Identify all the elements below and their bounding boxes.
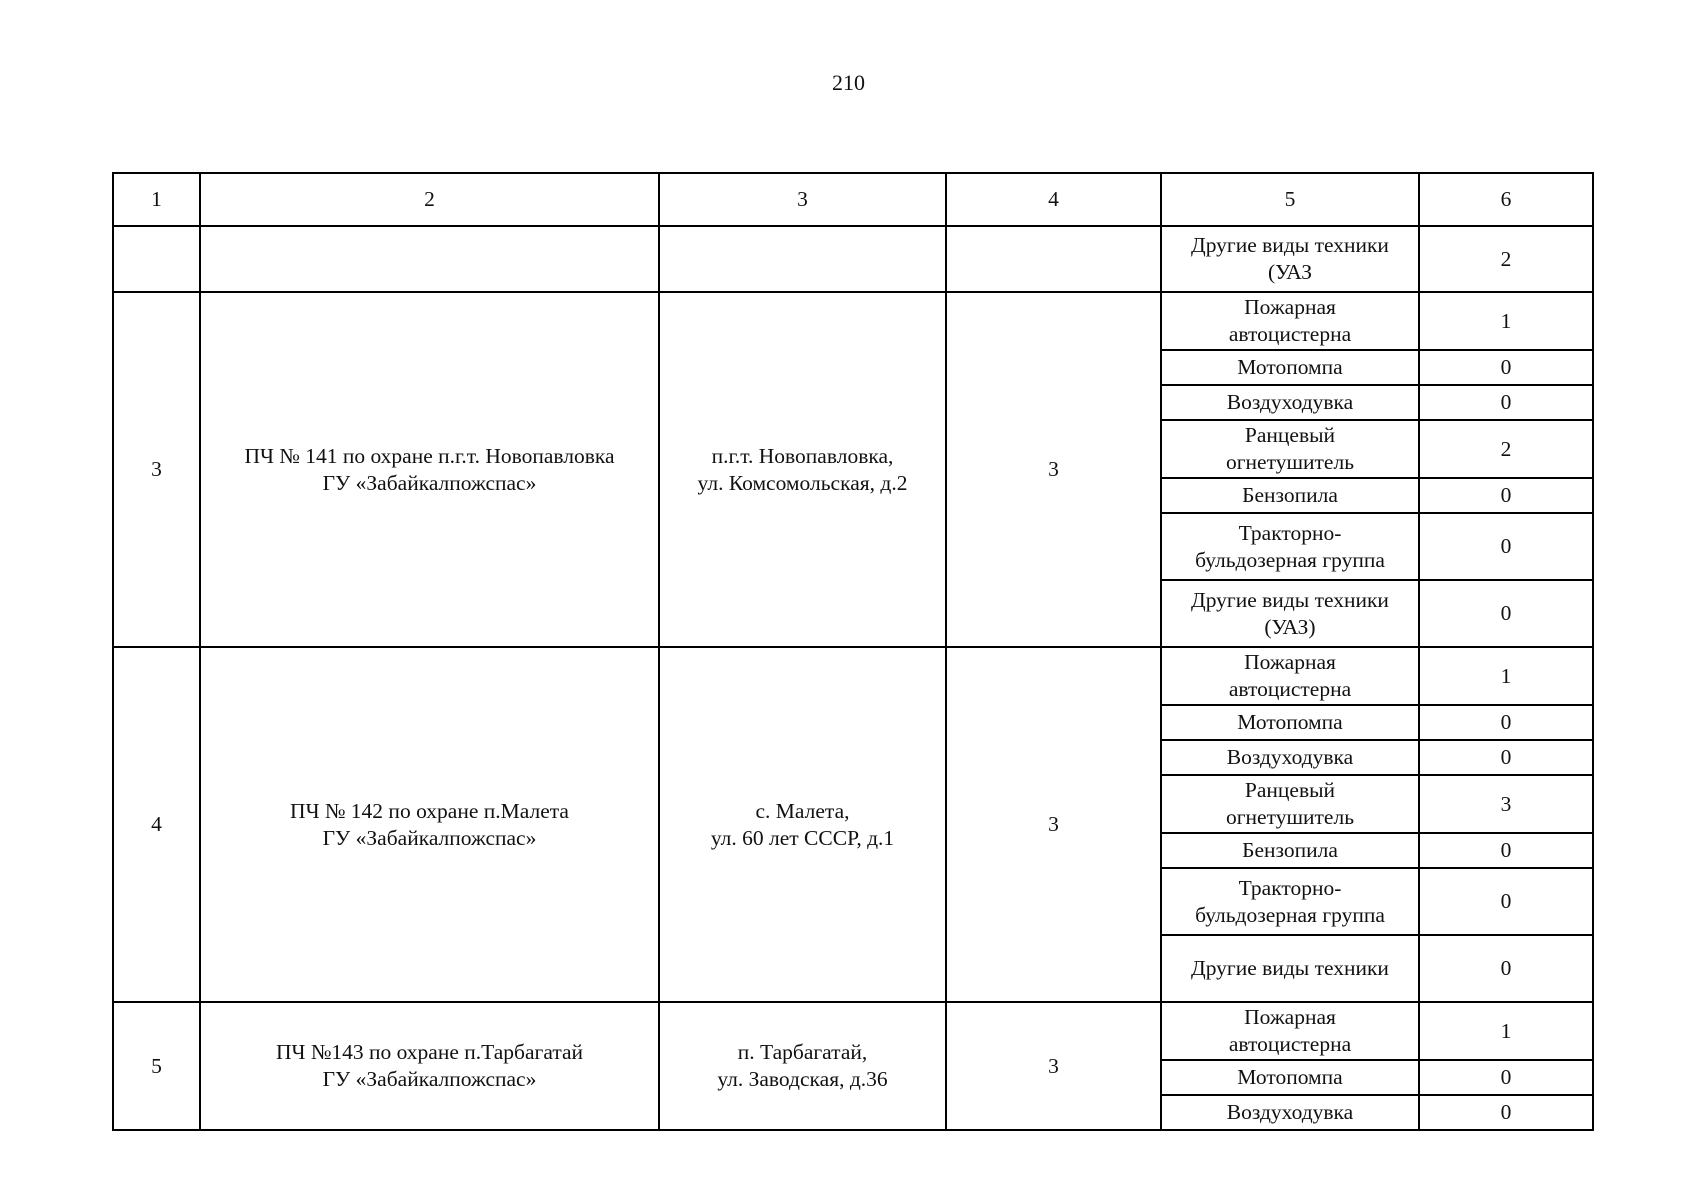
unit-name-cell [200, 647, 659, 1002]
equipment-count-cell: 0 [1419, 1060, 1593, 1095]
equipment-type-cell [1161, 292, 1419, 350]
equipment-count-cell: 0 [1419, 1095, 1593, 1130]
equipment-count-cell: 0 [1419, 513, 1593, 580]
equipment-type-line1: Другие виды техники [1191, 233, 1389, 257]
unit-number-cell: 4 [113, 647, 200, 1002]
unit-col4-cell: 3 [946, 292, 1161, 647]
equipment-type-line1: Пожарная [1244, 650, 1336, 674]
unit-address-cell [659, 647, 946, 1002]
equipment-type-line2: огнетушитель [1225, 450, 1354, 474]
equipment-type-cell [1161, 647, 1419, 705]
equipment-type-cell: Бензопила [1161, 478, 1419, 513]
equipment-type-cell [1161, 580, 1419, 647]
equipment-count-cell: 0 [1419, 868, 1593, 935]
unit-col4-cell: 3 [946, 647, 1161, 1002]
unit-name-cell [200, 292, 659, 647]
equipment-count-cell: 0 [1419, 350, 1593, 385]
unit-address-line1: с. Малета, [755, 798, 850, 823]
equipment-type-line1: Тракторно- [1238, 520, 1342, 545]
unit-col4-cell: 3 [946, 1002, 1161, 1130]
equipment-type-cell [1161, 1002, 1419, 1060]
column-number: 3 [659, 173, 946, 226]
equipment-type-line1: Пожарная [1244, 295, 1336, 319]
equipment-count-cell: 0 [1419, 385, 1593, 420]
unit-address-line1: п.г.т. Новопавловка, [711, 443, 894, 468]
table-cell [113, 226, 200, 292]
equipment-count-cell: 2 [1419, 226, 1593, 292]
unit-name-line1: ПЧ № 141 по охране п.г.т. Новопавловка [244, 443, 615, 468]
equipment-type-line2: бульдозерная группа [1195, 902, 1385, 927]
equipment-count-cell: 2 [1419, 420, 1593, 478]
equipment-type-cell [1161, 513, 1419, 580]
table-cell [946, 226, 1161, 292]
unit-address-line2: ул. Комсомольская, д.2 [697, 470, 908, 495]
equipment-type-line2: автоцистерна [1228, 1032, 1352, 1056]
column-number: 2 [200, 173, 659, 226]
unit-address-cell [659, 292, 946, 647]
equipment-type-line2: (УАЗ [1267, 260, 1313, 284]
column-number: 4 [946, 173, 1161, 226]
unit-address-line2: ул. 60 лет СССР, д.1 [710, 825, 895, 850]
equipment-count-cell: 0 [1419, 833, 1593, 868]
table-row [113, 647, 1593, 705]
equipment-count-cell: 3 [1419, 775, 1593, 833]
equipment-count-cell: 0 [1419, 478, 1593, 513]
table-cell [200, 226, 659, 292]
column-number-row [113, 173, 1593, 226]
page-number: 210 [832, 70, 865, 95]
equipment-type-line1: Другие виды техники [1191, 587, 1389, 612]
equipment-type-cell [1161, 868, 1419, 935]
table-row [113, 292, 1593, 350]
column-number: 6 [1419, 173, 1593, 226]
column-number: 1 [113, 173, 200, 226]
equipment-type-cell: Мотопомпа [1161, 705, 1419, 740]
equipment-type-line2: автоцистерна [1228, 677, 1352, 701]
equipment-type-line1: Ранцевый [1244, 423, 1336, 447]
unit-address-line2: ул. Заводская, д.36 [717, 1067, 888, 1091]
equipment-table [112, 172, 1594, 1131]
unit-name-line1: ПЧ №143 по охране п.Тарбагатай [275, 1040, 584, 1064]
equipment-count-cell: 1 [1419, 1002, 1593, 1060]
equipment-count-cell: 1 [1419, 292, 1593, 350]
equipment-type-cell [1161, 226, 1419, 292]
equipment-count-cell: 0 [1419, 580, 1593, 647]
equipment-count-cell: 0 [1419, 705, 1593, 740]
column-number: 5 [1161, 173, 1419, 226]
table-cell [659, 226, 946, 292]
equipment-type-cell: Мотопомпа [1161, 350, 1419, 385]
unit-name-line2: ГУ «Забайкалпожспас» [322, 1067, 537, 1091]
unit-name-cell [200, 1002, 659, 1130]
unit-name-line1: ПЧ № 142 по охране п.Малета [290, 798, 569, 823]
equipment-type-cell: Воздуходувка [1161, 1095, 1419, 1130]
unit-address-cell [659, 1002, 946, 1130]
equipment-type-line1: Ранцевый [1244, 778, 1336, 802]
equipment-type-cell: Бензопила [1161, 833, 1419, 868]
equipment-type-line2: бульдозерная группа [1195, 547, 1385, 572]
equipment-type-line2: автоцистерна [1228, 322, 1352, 346]
equipment-type-cell [1161, 420, 1419, 478]
equipment-type-cell: Воздуходувка [1161, 740, 1419, 775]
table-row [113, 1002, 1593, 1060]
equipment-count-cell: 1 [1419, 647, 1593, 705]
unit-name-line2: ГУ «Забайкалпожспас» [322, 470, 537, 495]
unit-number-cell: 5 [113, 1002, 200, 1130]
equipment-type-cell: Мотопомпа [1161, 1060, 1419, 1095]
equipment-type-line2: (УАЗ) [1264, 614, 1316, 639]
equipment-type-line2: огнетушитель [1225, 805, 1354, 829]
continuation-row [113, 226, 1593, 292]
equipment-type-cell: Другие виды техники [1161, 935, 1419, 1002]
equipment-type-line1: Пожарная [1244, 1005, 1336, 1029]
equipment-count-cell: 0 [1419, 935, 1593, 1002]
unit-number-cell: 3 [113, 292, 200, 647]
unit-name-line2: ГУ «Забайкалпожспас» [322, 825, 537, 850]
equipment-count-cell: 0 [1419, 740, 1593, 775]
equipment-type-cell [1161, 775, 1419, 833]
unit-address-line1: п. Тарбагатай, [737, 1040, 868, 1064]
equipment-type-cell: Воздуходувка [1161, 385, 1419, 420]
equipment-type-line1: Тракторно- [1238, 875, 1342, 900]
